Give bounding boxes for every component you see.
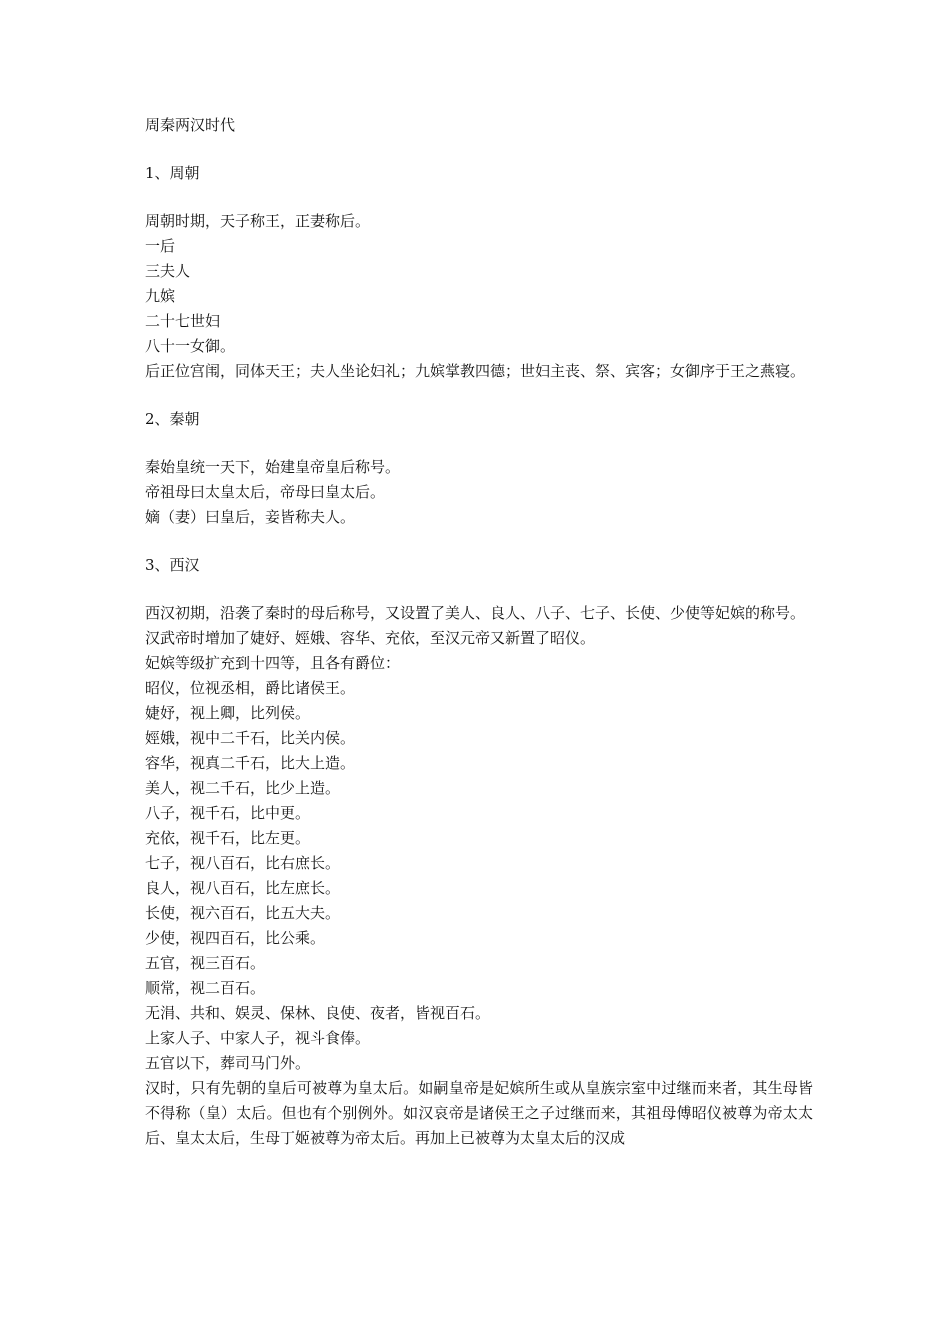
spacer (145, 530, 813, 553)
text-line: 充依，视千石，比左更。 (145, 829, 311, 847)
text-line: 娙娥，视中二千石，比关内侯。 (145, 729, 356, 747)
text-line: 婕妤，视上卿，比列侯。 (145, 704, 311, 722)
spacer (145, 578, 813, 601)
text-line: 帝祖母曰太皇太后，帝母曰皇太后。 (145, 483, 386, 501)
text-line: 妃嫔等级扩充到十四等，且各有爵位： (145, 654, 401, 672)
spacer (145, 186, 813, 209)
document-body (145, 113, 813, 1151)
text-line: 五官以下，葬司马门外。 (145, 1054, 311, 1072)
spacer (145, 432, 813, 455)
text-paragraph: 汉时，只有先朝的皇后可被尊为皇太后。如嗣皇帝是妃嫔所生或从皇族宗室中过继而来者，其生母皆不得称（皇）太后。但也有个别例外。如汉哀帝是诸侯王之子过继而来，其祖母傅昭仪被尊为帝太太后、皇太太后，生母丁姬被尊为帝太后。再加上已被尊为太皇太后的汉成 (145, 1079, 813, 1147)
text-line: 八子，视千石，比中更。 (145, 804, 311, 822)
text-line: 周朝时期，天子称王，正妻称后。 (145, 212, 371, 230)
text-line: 秦始皇统一天下，始建皇帝皇后称号。 (145, 458, 401, 476)
text-line: 良人，视八百石，比左庶长。 (145, 879, 341, 897)
text-paragraph: 西汉初期，沿袭了秦时的母后称号，又设置了美人、良人、八子、七子、长使、少使等妃嫔的称号。 (145, 604, 806, 622)
text-line: 七子，视八百石，比右庶长。 (145, 854, 341, 872)
text-line: 昭仪，位视丞相，爵比诸侯王。 (145, 679, 356, 697)
text-line: 汉武帝时增加了婕妤、娙娥、容华、充依，至汉元帝又新置了昭仪。 (145, 629, 596, 647)
text-line: 五官，视三百石。 (145, 954, 266, 972)
spacer (145, 384, 813, 407)
text-line: 长使，视六百石，比五大夫。 (145, 904, 341, 922)
text-line: 顺常，视二百石。 (145, 979, 266, 997)
text-line: 美人，视二千石，比少上造。 (145, 779, 341, 797)
section-heading-western-han: 3、西汉 (145, 556, 200, 574)
section-heading-zhou: 1、周朝 (145, 164, 200, 182)
text-line: 九嫔 (145, 287, 176, 305)
text-line: 一后 (145, 237, 176, 255)
spacer (145, 138, 813, 161)
section-heading-qin: 2、秦朝 (145, 410, 200, 428)
text-line: 八十一女御。 (145, 337, 236, 355)
text-line: 无涓、共和、娱灵、保林、良使、夜者，皆视百石。 (145, 1004, 491, 1022)
text-line: 嫡（妻）曰皇后，妾皆称夫人。 (145, 508, 356, 526)
text-paragraph: 后正位宫闱，同体天王；夫人坐论妇礼；九嫔掌教四德；世妇主丧、祭、宾客；女御序于王之燕寝。 (145, 362, 806, 380)
text-line: 三夫人 (145, 262, 191, 280)
text-line: 少使，视四百石，比公乘。 (145, 929, 326, 947)
text-line: 二十七世妇 (145, 312, 221, 330)
text-line: 上家人子、中家人子，视斗食俸。 (145, 1029, 371, 1047)
document-title: 周秦两汉时代 (145, 116, 236, 134)
text-line: 容华，视真二千石，比大上造。 (145, 754, 356, 772)
